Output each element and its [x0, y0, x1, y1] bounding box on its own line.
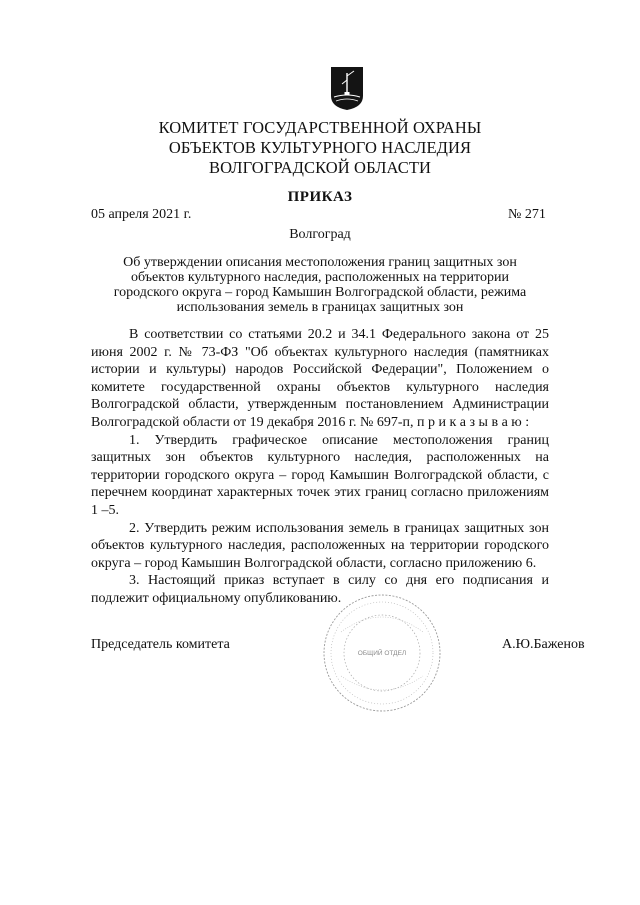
order-body: [91, 326, 549, 608]
order-item-1: 1. Утвердить графическое описание местоположения границ защитных зон объектов культурного наследия, расположенных на территории городского округа – город Камышин Волгоградской области, с перечнем координат характерных точек этих границ согласно приложениям 1 –5.: [91, 432, 549, 518]
org-name-line-1: КОМИТЕТ ГОСУДАРСТВЕННОЙ ОХРАНЫ: [158, 118, 482, 137]
order-city: Волгоград: [289, 227, 351, 242]
order-date: 05 апреля 2021 г.: [91, 207, 192, 222]
order-subject: Об утверждении описания местоположения границ защитных зон объектов культурного наследия, расположенных на территории городского округа – город Камышин Волгоградской области, режима использования земель в границах защитных зон: [113, 255, 527, 315]
seal-text: ОБЩИЙ ОТДЕЛ: [357, 650, 407, 657]
preamble-paragraph: В соответствии со статьями 20.2 и 34.1 Федерального закона от 25 июня 2002 г. № 73-ФЗ "Об объектах культурного наследия (памятниках истории и культуры) народов Российской Федерации", Положением о комитете государственной охраны объектов культурного наследия Волгоградской области, утвержденным постановлением Администрации Волгоградской области от 19 декабря 2016 г. № 697-п, п р и к а з ы в а ю :: [91, 327, 549, 430]
order-number: № 271: [508, 207, 546, 222]
seal-stamp: [321, 592, 443, 714]
order-item-2: 2. Утвердить режим использования земель в границах защитных зон объектов культурного наследия, расположенных на территории городского округа – город Камышин Волгоградской области, согласно приложению 6.: [91, 520, 549, 571]
document-type: ПРИКАЗ: [287, 189, 353, 205]
signatory-title: Председатель комитета: [91, 637, 230, 652]
signatory-name: А.Ю.Баженов: [502, 637, 585, 652]
org-name-line-2: ОБЪЕКТОВ КУЛЬТУРНОГО НАСЛЕДИЯ: [168, 138, 472, 157]
coat-of-arms-icon: [330, 66, 364, 111]
org-name-line-3: ВОЛГОГРАДСКОЙ ОБЛАСТИ: [208, 158, 432, 177]
order-item-3: 3. Настоящий приказ вступает в силу со дня его подписания и подлежит официальному опубликованию.: [91, 573, 549, 606]
